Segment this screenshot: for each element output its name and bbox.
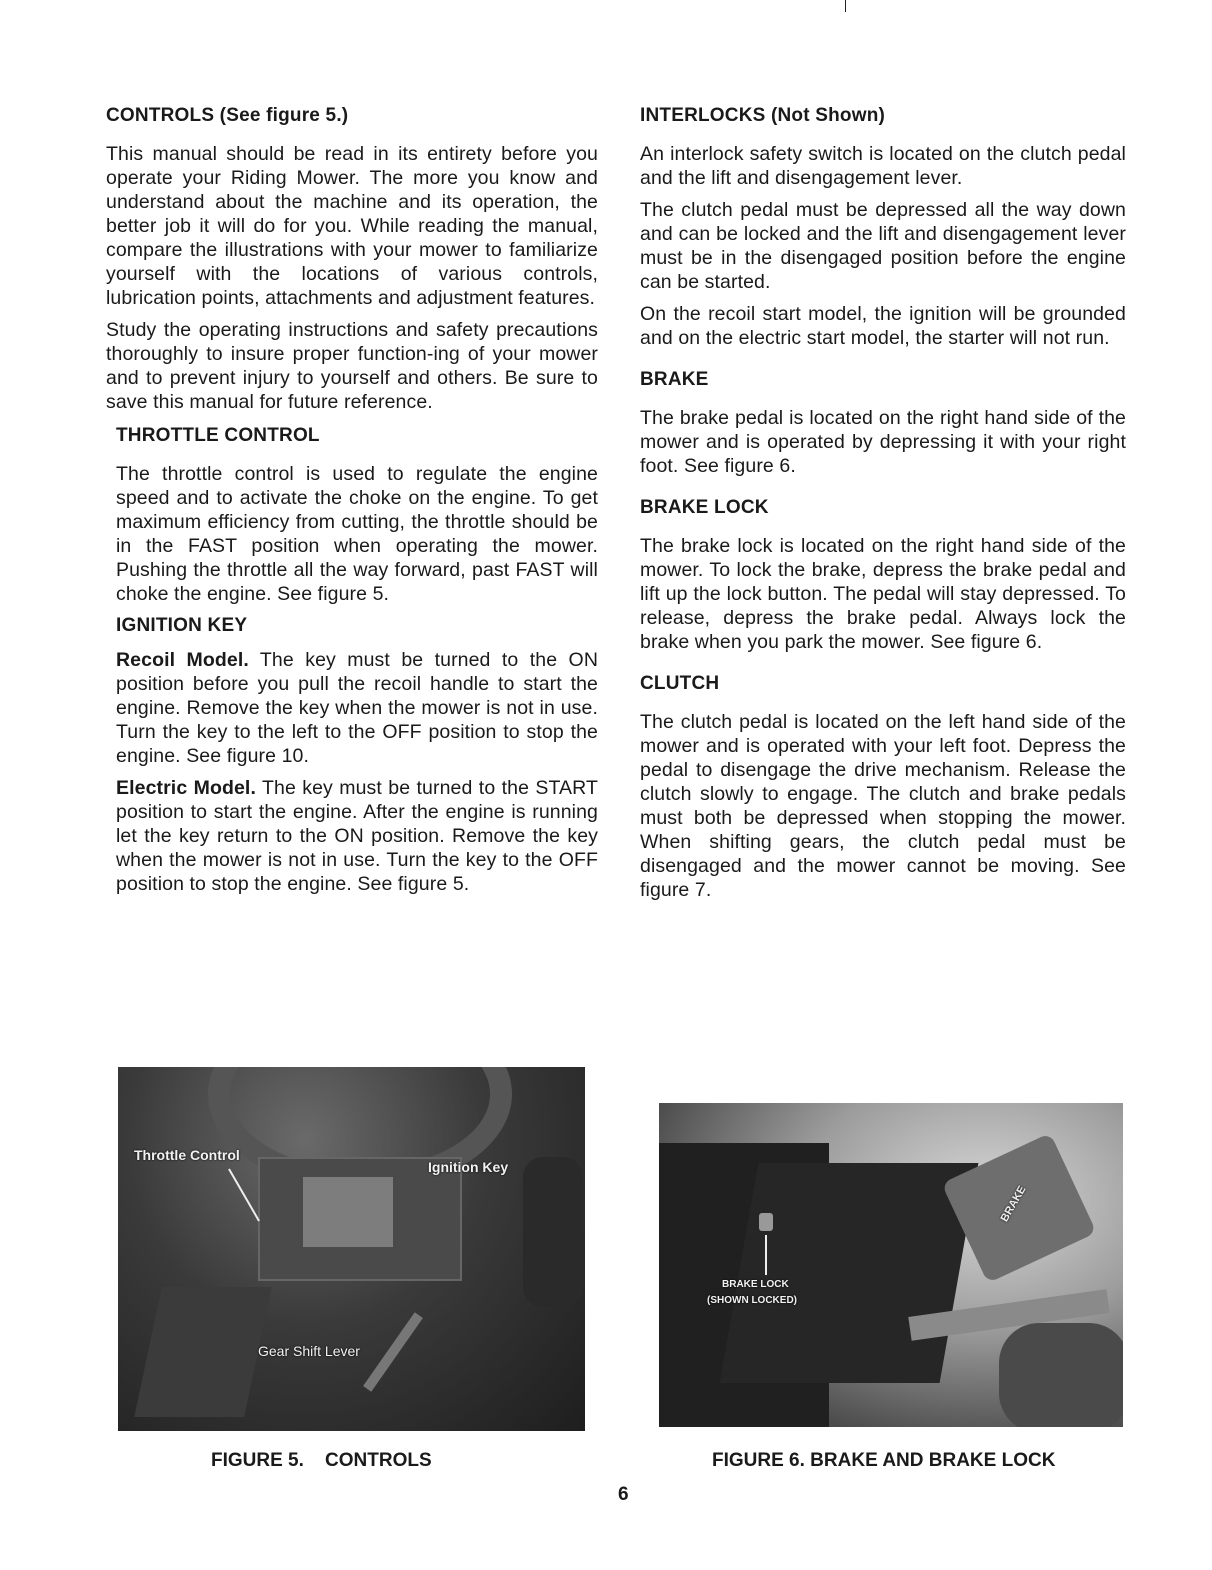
tire-shape (523, 1157, 583, 1307)
top-edge-mark (845, 0, 846, 12)
figure-5-photo (118, 1067, 585, 1431)
recoil-model-paragraph (116, 648, 598, 768)
interlocks-paragraph-1: An interlock safety switch is located on the clutch pedal and the lift and disengagement lever. (640, 143, 1126, 189)
page-number: 6 (618, 1484, 629, 1505)
brake-lock-paragraph: The brake lock is located on the right hand side of the mower. To lock the brake, depress the brake pedal and lift up the lock button. The pedal will stay depressed. To release, depress the brake pedal. Always lock the brake when you park the mower. See figure 6. (640, 535, 1126, 653)
recoil-model-text: The key must be turned to the ON position before you pull the recoil handle to start the engine. Remove the key when the mower is not in use. Turn the key to the left to the OFF position to stop the engine. See figure 10. (116, 649, 599, 767)
figure-5-caption: FIGURE 5. CONTROLS (211, 1450, 432, 1471)
figure-6-photo (659, 1103, 1123, 1427)
gear-shift-lever-label: Gear Shift Lever (258, 1343, 360, 1359)
interlocks-paragraph-2: The clutch pedal must be depressed all the way down and can be locked and the lift and disengagement lever must be in the disengaged position before the engine can be started. (640, 199, 1126, 293)
ignition-heading: IGNITION KEY (116, 615, 248, 636)
electric-model-paragraph (116, 776, 598, 896)
tire-shape-2 (999, 1323, 1123, 1427)
instruction-plate-shape (303, 1177, 393, 1247)
brake-lock-heading: BRAKE LOCK (640, 497, 769, 518)
interlocks-paragraph-3: On the recoil start model, the ignition will be grounded and on the electric start model, the starter will not run. (640, 303, 1126, 349)
brake-pedal-shape (941, 1133, 1096, 1283)
left-column (106, 104, 598, 904)
pedal-text: BRAKE (998, 1184, 1029, 1224)
brake-heading: BRAKE (640, 369, 709, 390)
electric-model-lead: Electric Model. (116, 777, 256, 799)
right-column (640, 104, 1126, 910)
brake-lock-label-bottom: (SHOWN LOCKED) (707, 1295, 797, 1306)
controls-paragraph-2: Study the operating instructions and safety precautions thoroughly to insure proper function-ing of your mower and to prevent injury to yourself and others. Be sure to save this manual for future reference. (106, 319, 598, 413)
lock-button-shape (759, 1213, 773, 1231)
clutch-heading: CLUTCH (640, 673, 720, 694)
lever-shape (363, 1312, 423, 1391)
footrest-shape (134, 1287, 272, 1417)
ignition-key-label: Ignition Key (428, 1159, 509, 1175)
brake-lock-label-top: BRAKE LOCK (722, 1279, 789, 1290)
figure-6-caption: FIGURE 6. BRAKE AND BRAKE LOCK (712, 1450, 1056, 1471)
throttle-paragraph: The throttle control is used to regulate the engine speed and to activate the choke on the engine. To get maximum efficiency from cutting, the throttle should be in the FAST position when operating the mower. Pushing the throttle all the way forward, past FAST will choke the engine. See figure 5. (116, 463, 598, 605)
throttle-pointer-line (228, 1169, 260, 1222)
throttle-heading: THROTTLE CONTROL (116, 425, 320, 446)
throttle-control-label: Throttle Control (134, 1147, 240, 1163)
controls-heading: CONTROLS (See figure 5.) (106, 105, 349, 126)
interlocks-heading: INTERLOCKS (Not Shown) (640, 105, 886, 126)
brake-lock-arrow (765, 1235, 767, 1275)
electric-model-text: The key must be turned to the START position to start the engine. After the engine is running let the key return to the ON position. Remove the key when the mower is not in use. Turn the key to the OFF position to stop the engine. See figure 5. (116, 777, 599, 895)
clutch-paragraph: The clutch pedal is located on the left hand side of the mower and is operated with your left foot. Depress the pedal to disengage the drive mechanism. Release the clutch slowly to engage. The clutch and brake pedals must both be depressed when stopping the mower. When shifting gears, the clutch pedal must be disengaged and the mower cannot be moving. See figure 7. (640, 711, 1126, 901)
housing-shape (720, 1163, 979, 1383)
recoil-model-lead: Recoil Model. (116, 649, 249, 671)
controls-paragraph-1: This manual should be read in its entirety before you operate your Riding Mower. The more you know and understand about the machine and its operation, the better job it will do for you. While reading the manual, compare the illustrations with your mower to familiarize yourself with the locations of various controls, lubrication points, attachments and adjustment features. (106, 143, 598, 309)
brake-paragraph: The brake pedal is located on the right hand side of the mower and is operated by depressing it with your right foot. See figure 6. (640, 407, 1126, 477)
